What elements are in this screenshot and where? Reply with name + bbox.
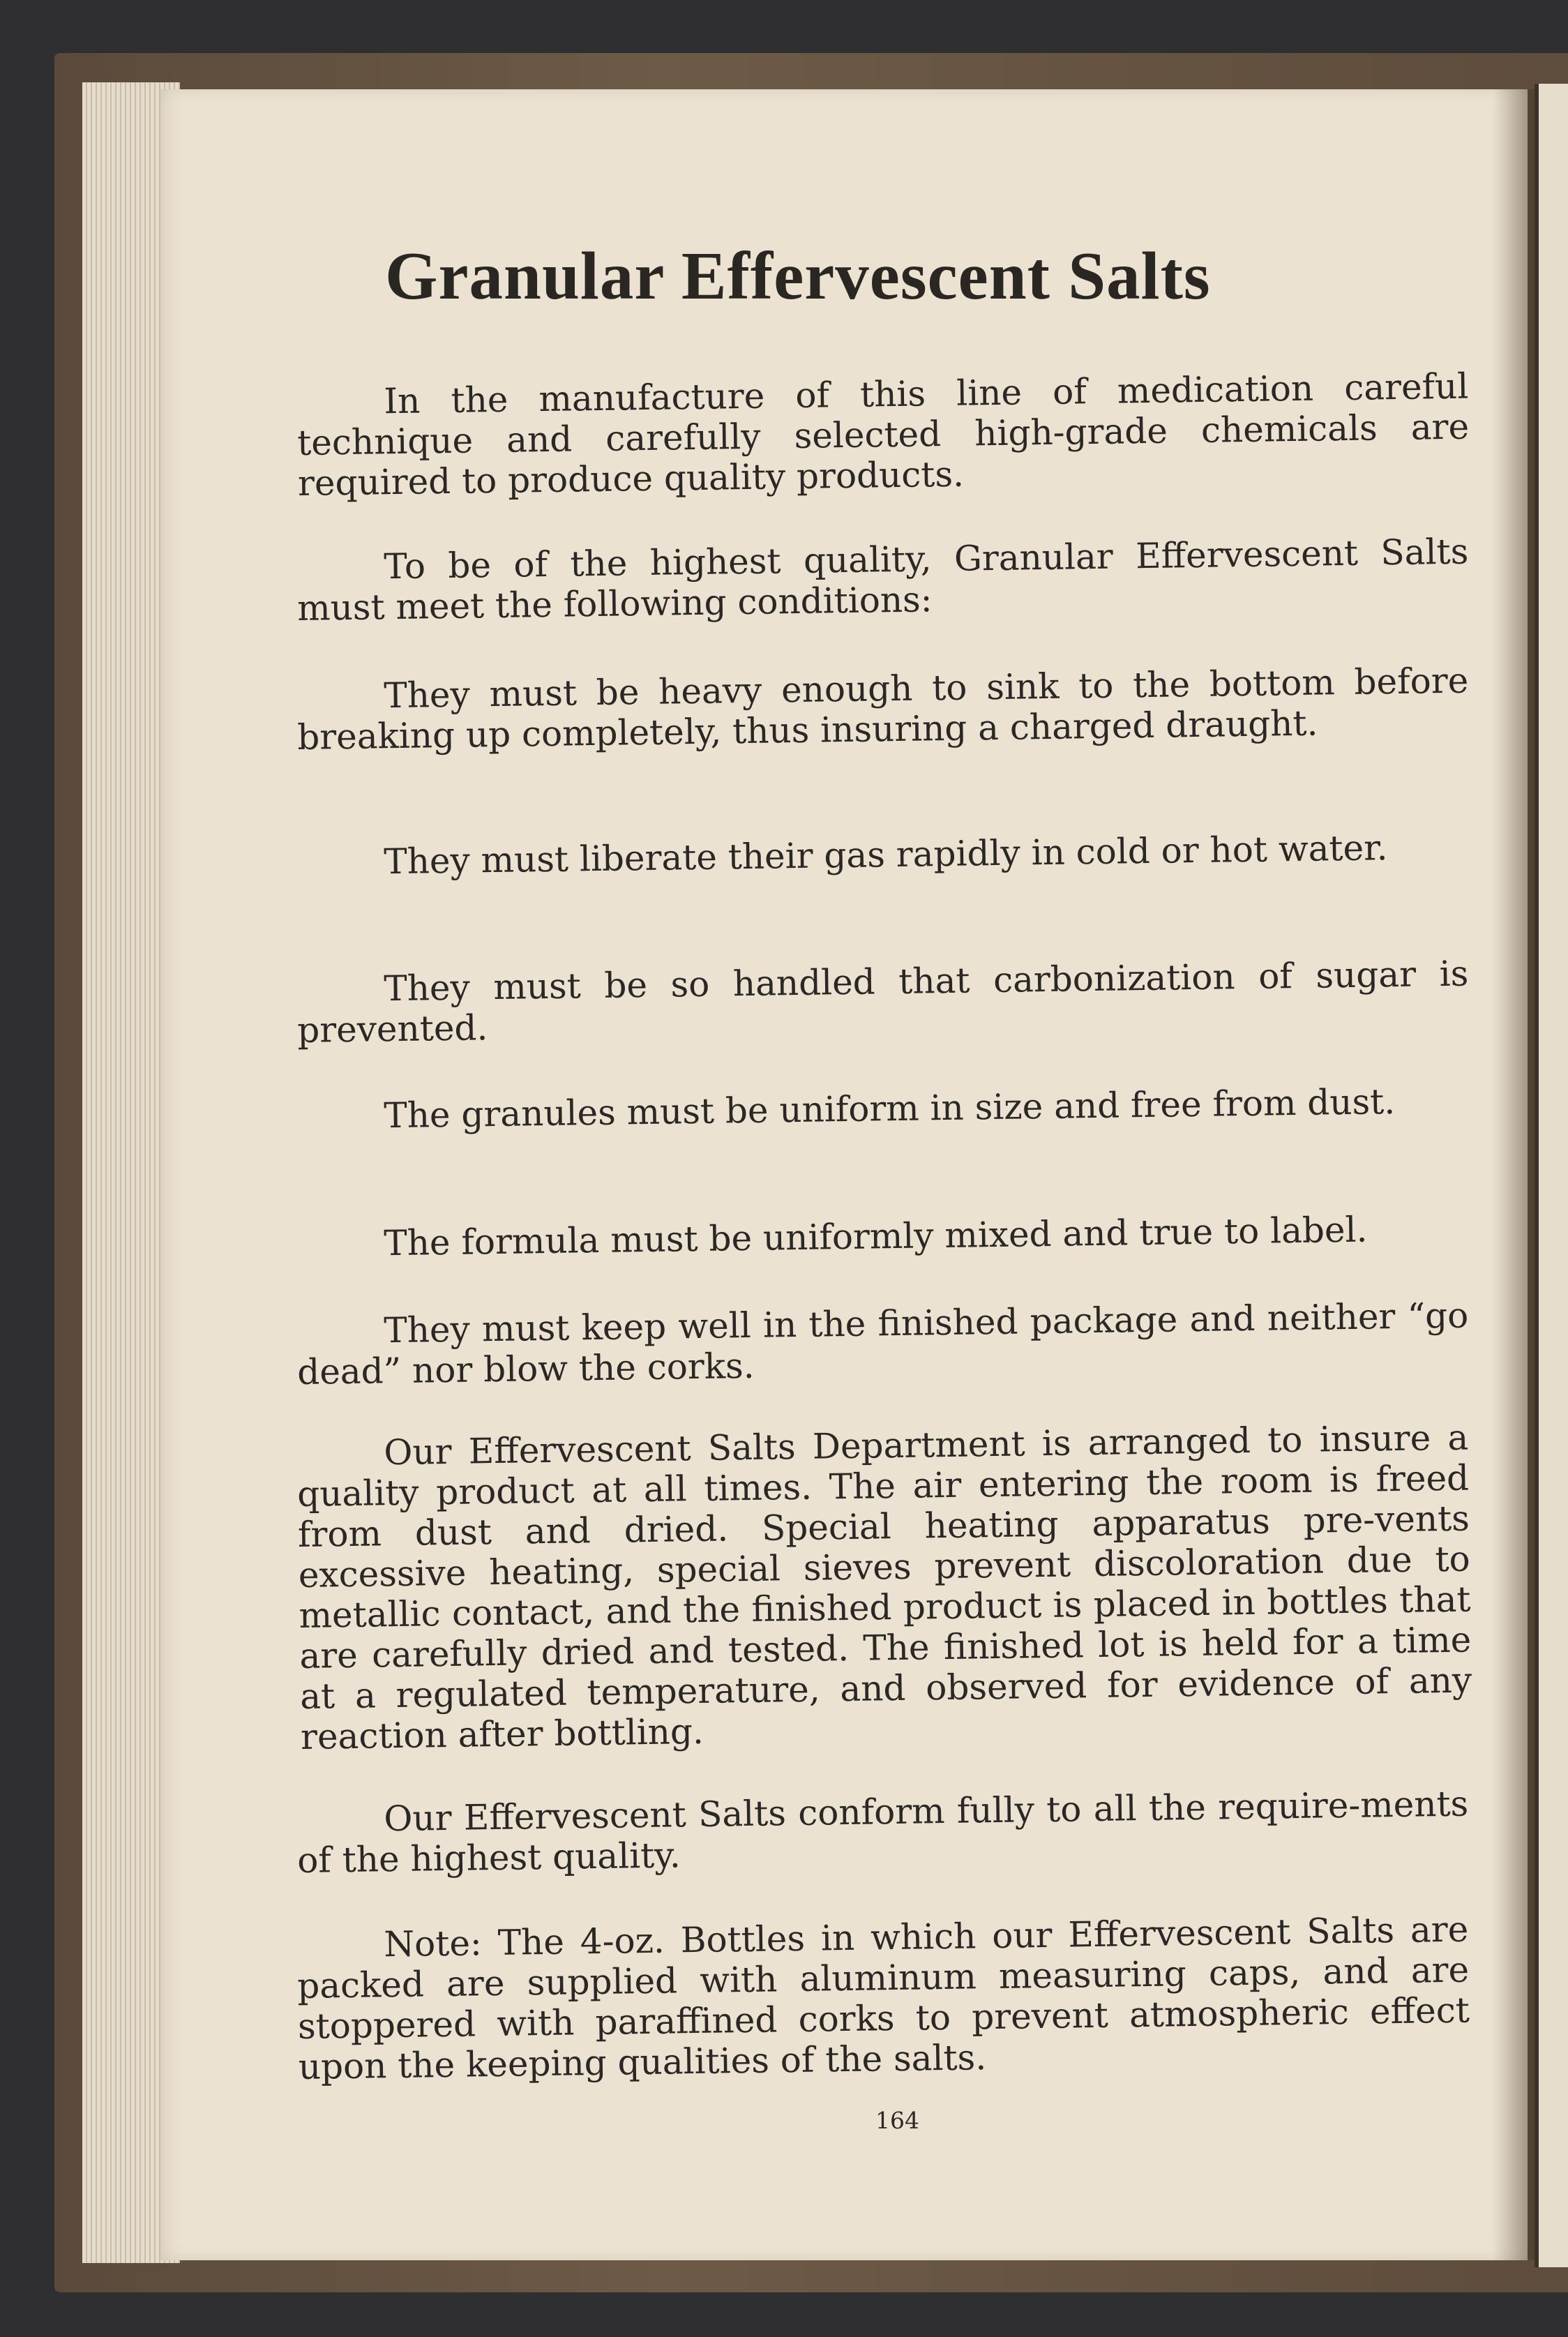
paragraph-condition-keep: They must keep well in the finished package and neither “go dead” nor blow the corks. xyxy=(296,1295,1469,1392)
binding-shadow xyxy=(1493,89,1535,2260)
paragraph-condition-gas: They must liberate their gas rapidly in cold or hot water. xyxy=(383,827,1388,882)
page-number: 164 xyxy=(875,2107,919,2134)
paragraph-conform: Our Effervescent Salts conform fully to all the require-ments of the highest quality. xyxy=(296,1783,1469,1881)
page-title: Granular Effervescent Salts xyxy=(385,239,1211,313)
paragraph-condition-sink: They must be heavy enough to sink to the bottom before breaking up completely, thus insuring a charged draught. xyxy=(296,660,1469,758)
paragraph-condition-granules: The granules must be uniform in size and free from dust. xyxy=(383,1081,1396,1136)
paragraph-note: Note: The 4-oz. Bottles in which our Effervescent Salts are packed are supplied with aluminum measuring caps, and are stoppered with paraffined corks to prevent atmospheric effect upon the keeping qualities of the salts. xyxy=(296,1909,1470,2087)
paragraph-condition-carbonization: They must be so handled that carbonization of sugar is prevented. xyxy=(296,953,1469,1051)
paragraph-intro: In the manufacture of this line of medication careful technique and carefully selected high-grade chemicals are required to produce quality products. xyxy=(296,366,1470,504)
paragraph-conditions: To be of the highest quality, Granular Effervescent Salts must meet the following conditions: xyxy=(296,531,1469,629)
paragraph-condition-formula: The formula must be uniformly mixed and true to label. xyxy=(383,1209,1368,1264)
paragraph-department: Our Effervescent Salts Department is arranged to insure a quality product at all times. The air entering the room is freed from dust and dried. Special heating apparatus pre-vents excessive heating, special sieves prevent discoloration due to metallic contact, and the finished product is placed in bottles that are carefully dried and tested. The finished lot is held for a time at a regulated temperature, and observed for evidence of any reaction after bottling. xyxy=(296,1417,1472,1757)
next-page-edge xyxy=(1535,84,1568,2267)
